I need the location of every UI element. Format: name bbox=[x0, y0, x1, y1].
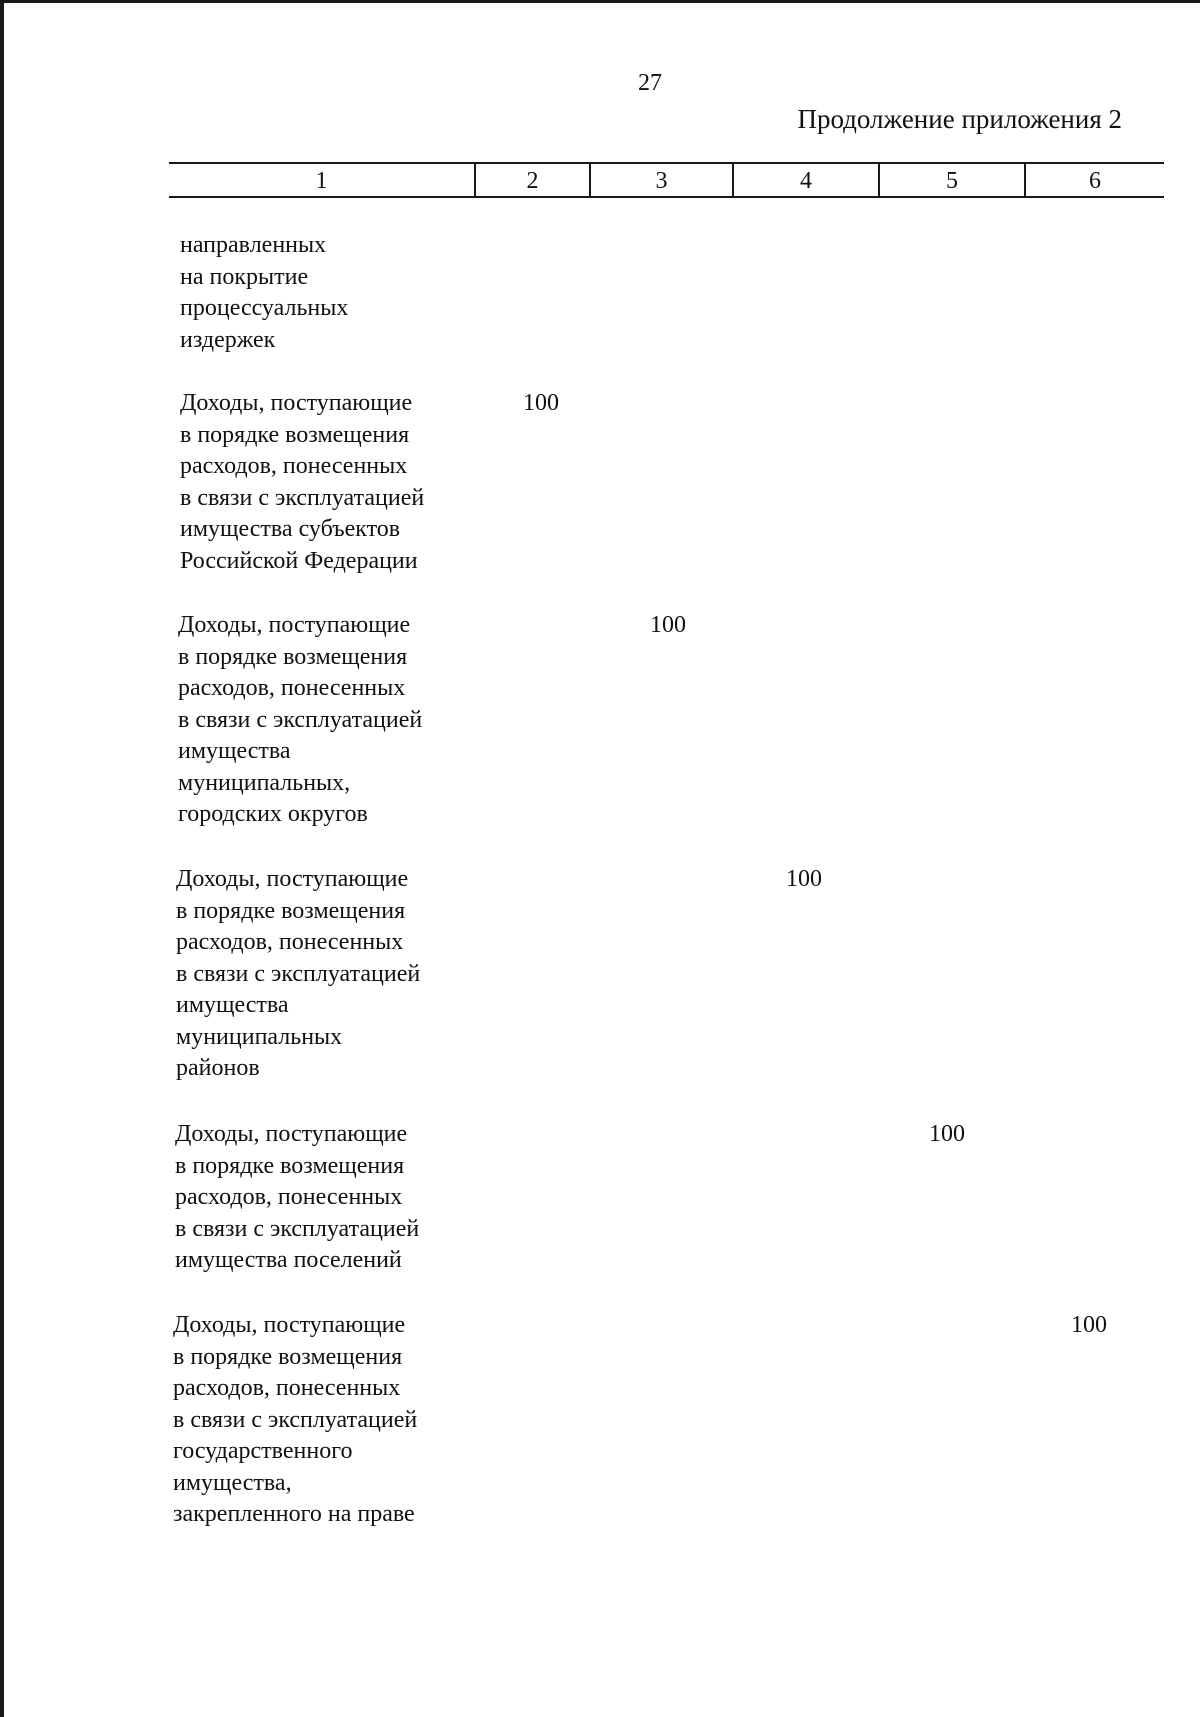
header-rule-bottom bbox=[169, 196, 1164, 198]
row-value-col3: 100 bbox=[650, 612, 686, 638]
continuation-title: Продолжение приложения 2 bbox=[797, 104, 1122, 134]
table-header bbox=[169, 162, 1164, 198]
header-rule-top bbox=[169, 162, 1164, 164]
column-header-4: 4 bbox=[800, 168, 812, 194]
scan-border-top bbox=[0, 0, 1200, 3]
column-header-2: 2 bbox=[526, 168, 539, 194]
scan-border-left bbox=[0, 0, 4, 1717]
row-label: Доходы, поступающие в порядке возмещения расходов, понесенных в связи с эксплуатацией имущества муниципальных, городских округов bbox=[178, 612, 423, 827]
column-header-3: 3 bbox=[655, 168, 668, 194]
row-value-col5: 100 bbox=[929, 1121, 965, 1147]
row-value-col2: 100 bbox=[523, 390, 559, 416]
column-header-5: 5 bbox=[946, 168, 958, 194]
row-value-col4: 100 bbox=[786, 866, 822, 892]
row-value-col6: 100 bbox=[1071, 1312, 1107, 1338]
row-label: направленных на покрытие процессуальных издержек bbox=[180, 232, 349, 353]
row-label: Доходы, поступающие в порядке возмещения расходов, понесенных в связи с эксплуатацией имущества поселений bbox=[175, 1121, 420, 1273]
column-header-1: 1 bbox=[315, 168, 328, 194]
page-number: 27 bbox=[638, 70, 662, 96]
column-header-6: 6 bbox=[1089, 168, 1101, 194]
row-label: Доходы, поступающие в порядке возмещения расходов, понесенных в связи с эксплуатацией государственного имущества, закрепленного на праве bbox=[173, 1312, 418, 1527]
row-label: Доходы, поступающие в порядке возмещения расходов, понесенных в связи с эксплуатацией имущества муниципальных районов bbox=[176, 866, 421, 1081]
row-label: Доходы, поступающие в порядке возмещения расходов, понесенных в связи с эксплуатацией имущества субъектов Российской Федерации bbox=[180, 390, 425, 574]
